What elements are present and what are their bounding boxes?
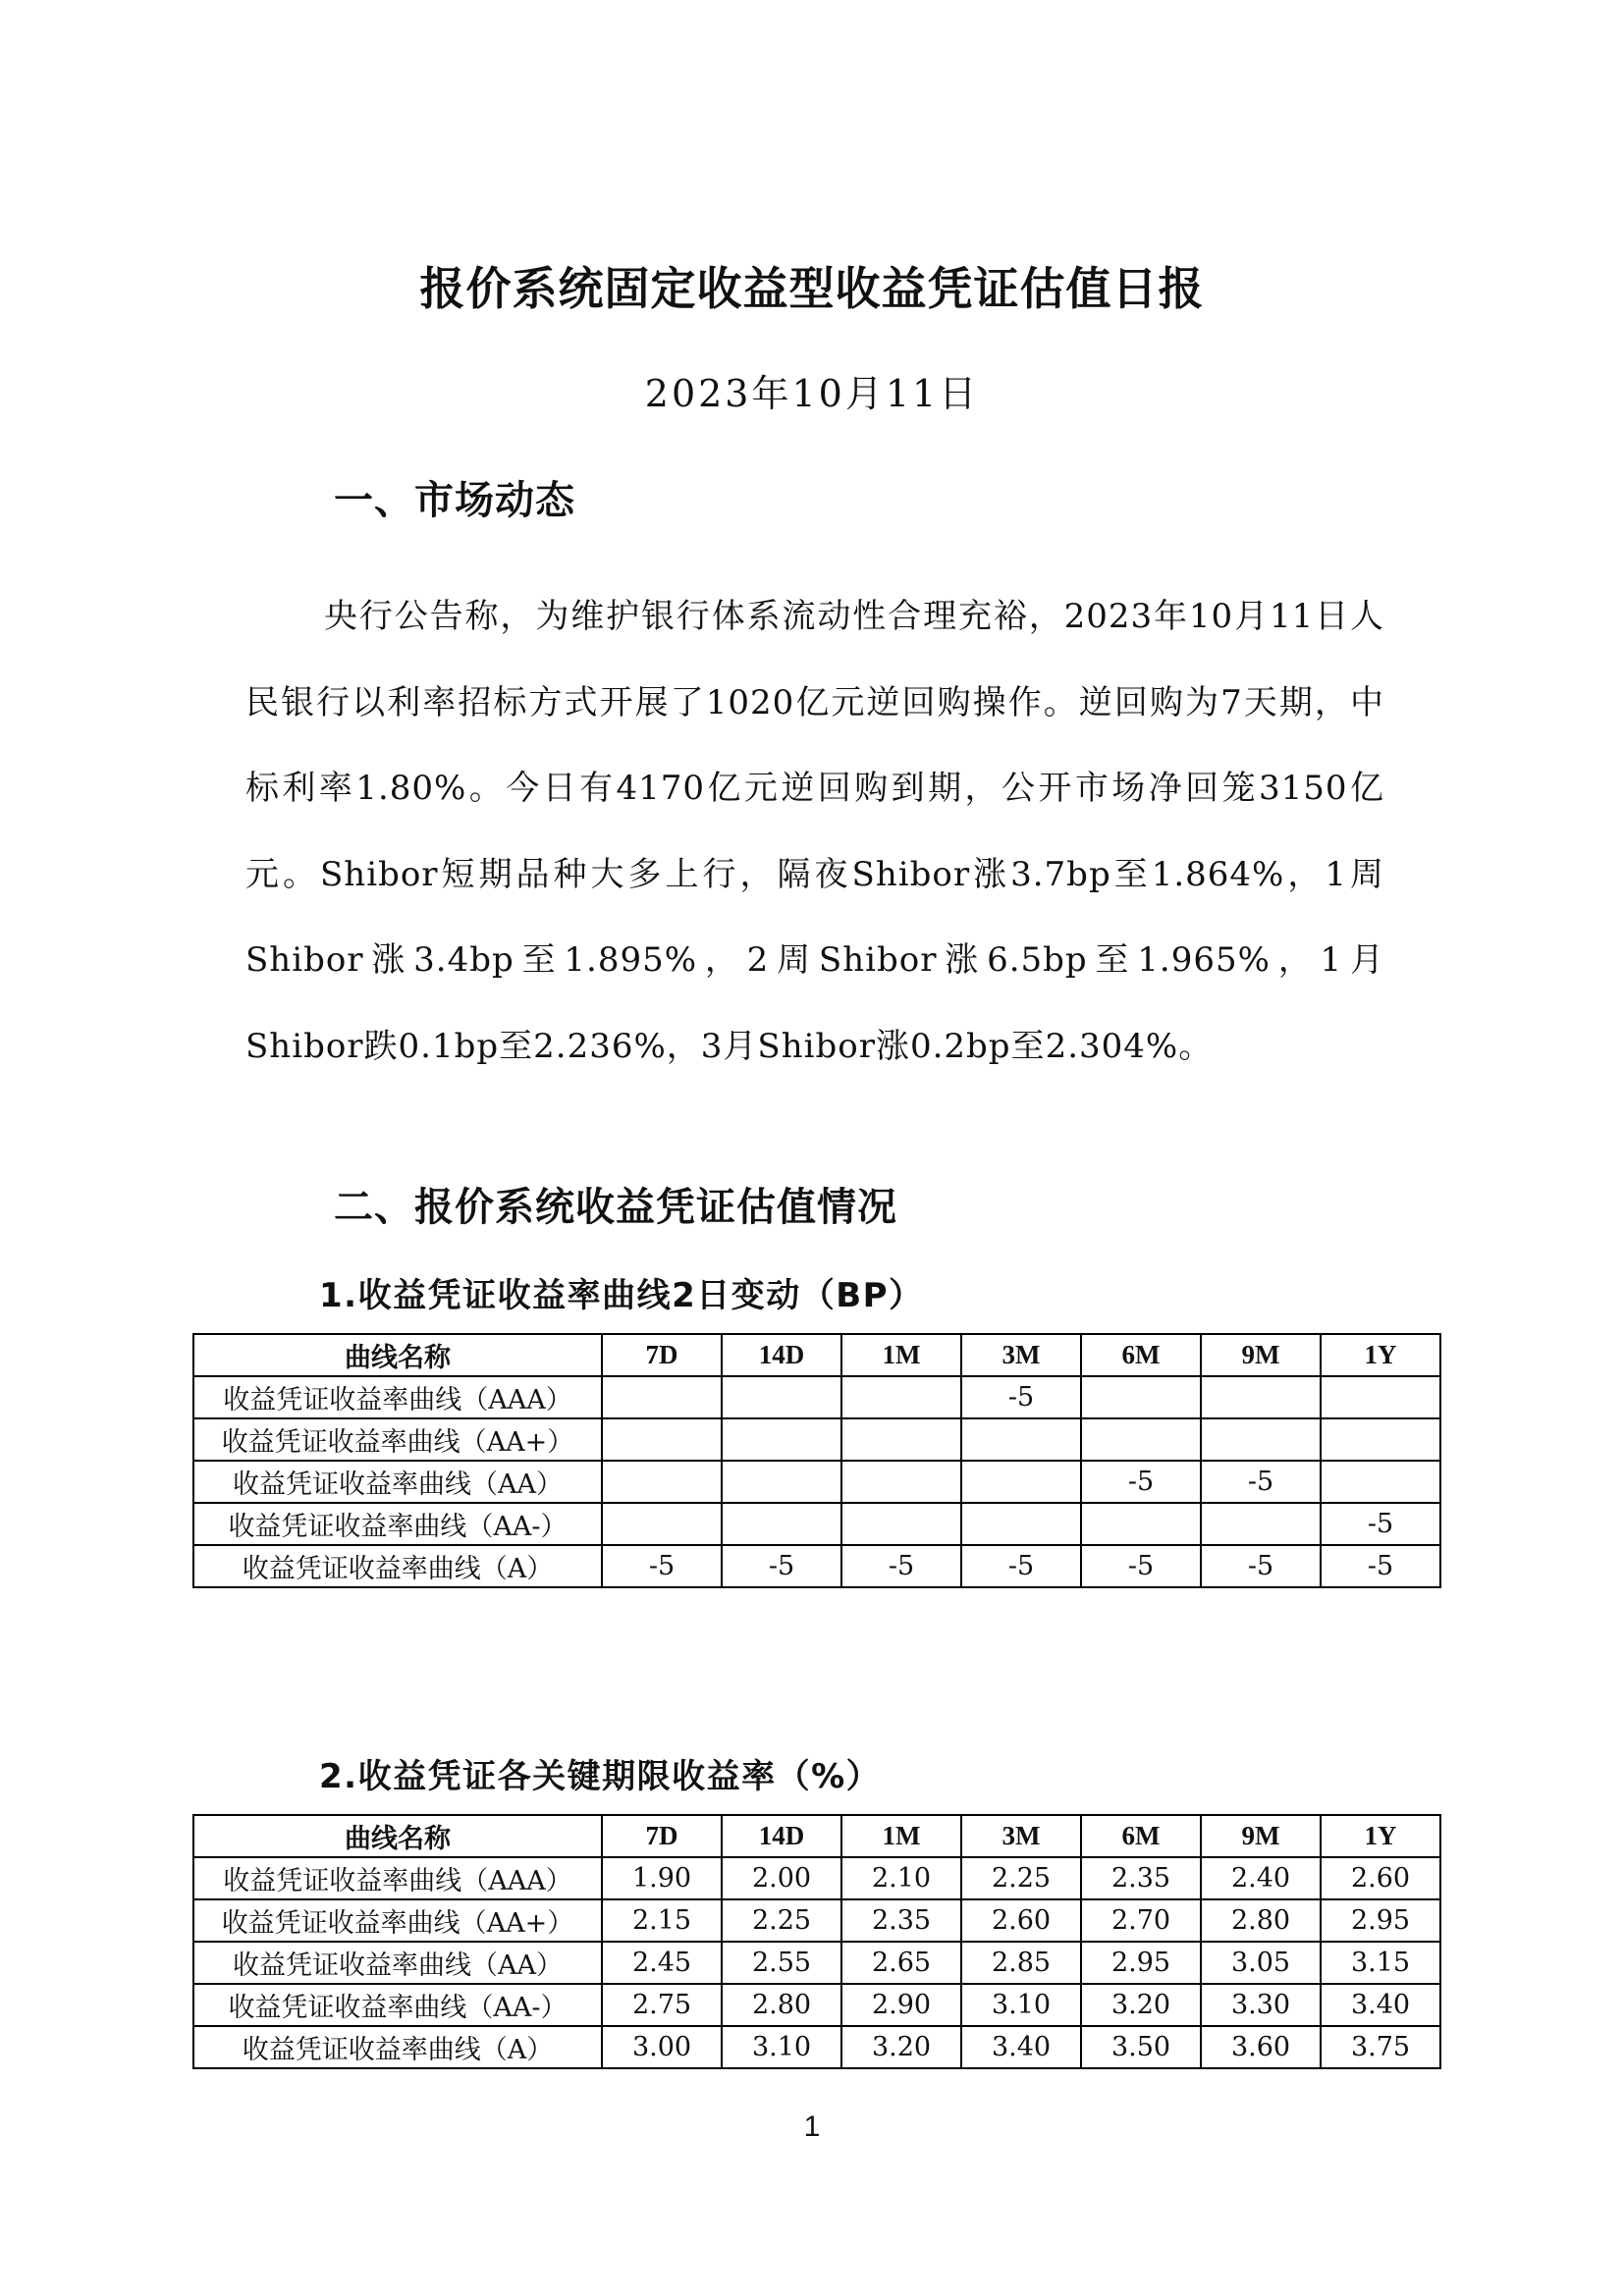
curve-name-cell: 收益凭证收益率曲线（A）	[193, 1545, 602, 1587]
value-cell	[722, 1503, 841, 1545]
value-cell: -5	[1321, 1503, 1440, 1545]
value-cell	[602, 1376, 722, 1418]
column-header-3m: 3M	[961, 1334, 1081, 1376]
value-cell	[1081, 1376, 1201, 1418]
value-cell	[602, 1461, 722, 1503]
yield-table	[192, 1814, 1441, 2069]
curve-name-cell: 收益凭证收益率曲线（A）	[193, 2026, 602, 2068]
value-cell	[602, 1503, 722, 1545]
value-cell: -5	[602, 1545, 722, 1587]
curve-name-cell: 收益凭证收益率曲线（AAA）	[193, 1376, 602, 1418]
column-header-14d: 14D	[722, 1815, 841, 1857]
value-cell: 3.10	[961, 1984, 1081, 2026]
table-header-row	[193, 1334, 1440, 1376]
market-paragraph: 央行公告称，为维护银行体系流动性合理充裕，2023年10月11日人民银行以利率招标方式开展了1020亿元逆回购操作。逆回购为7天期，中标利率1.80%。今日有4170亿元逆回购到期，公开市场净回笼3150亿元。Shibor短期品种大多上行，隔夜Shibor涨3.7bp至1.864%，1周Shibor涨3.4bp至1.895%，2周Shibor涨6.5bp至1.965%，1月Shibor跌0.1bp至2.236%，3月Shibor涨0.2bp至2.304%。	[245, 597, 1384, 1066]
value-cell: 2.35	[841, 1899, 961, 1942]
value-cell: 2.35	[1081, 1857, 1201, 1899]
column-header-curve-name: 曲线名称	[193, 1815, 602, 1857]
table-row	[193, 1503, 1440, 1545]
value-cell	[1201, 1503, 1321, 1545]
value-cell	[602, 1418, 722, 1461]
value-cell: 2.15	[602, 1899, 722, 1942]
value-cell: 2.65	[841, 1942, 961, 1984]
curve-name-cell: 收益凭证收益率曲线（AA-）	[193, 1503, 602, 1545]
value-cell	[1321, 1461, 1440, 1503]
column-header-6m: 6M	[1081, 1334, 1201, 1376]
value-cell: 3.15	[1321, 1942, 1440, 1984]
column-header-1m: 1M	[841, 1815, 961, 1857]
table1-caption: 1.收益凭证收益率曲线2日变动（BP）	[319, 1276, 924, 1315]
value-cell: 3.30	[1201, 1984, 1321, 2026]
bp-change-table	[192, 1333, 1441, 1588]
value-cell: 2.00	[722, 1857, 841, 1899]
value-cell	[961, 1503, 1081, 1545]
column-header-1y: 1Y	[1321, 1815, 1440, 1857]
table-row	[193, 1461, 1440, 1503]
value-cell: 2.60	[1321, 1857, 1440, 1899]
value-cell	[841, 1503, 961, 1545]
table-row	[193, 1899, 1440, 1942]
column-header-6m: 6M	[1081, 1815, 1201, 1857]
value-cell: 3.60	[1201, 2026, 1321, 2068]
column-header-curve-name: 曲线名称	[193, 1334, 602, 1376]
report-title: 报价系统固定收益型收益凭证估值日报	[419, 262, 1205, 315]
value-cell: -5	[1081, 1545, 1201, 1587]
value-cell	[1321, 1418, 1440, 1461]
value-cell: 3.75	[1321, 2026, 1440, 2068]
curve-name-cell: 收益凭证收益率曲线（AAA）	[193, 1857, 602, 1899]
value-cell: 3.20	[841, 2026, 961, 2068]
column-header-3m: 3M	[961, 1815, 1081, 1857]
value-cell: -5	[1201, 1545, 1321, 1587]
table2-caption: 2.收益凭证各关键期限收益率（%）	[319, 1757, 882, 1796]
value-cell	[1081, 1503, 1201, 1545]
value-cell	[1201, 1376, 1321, 1418]
page-number: 1	[803, 2110, 821, 2143]
value-cell	[1201, 1418, 1321, 1461]
value-cell: -5	[1201, 1461, 1321, 1503]
value-cell: 2.80	[1201, 1899, 1321, 1942]
value-cell: 3.10	[722, 2026, 841, 2068]
value-cell	[841, 1376, 961, 1418]
value-cell: 2.40	[1201, 1857, 1321, 1899]
value-cell: 2.10	[841, 1857, 961, 1899]
value-cell: 2.45	[602, 1942, 722, 1984]
column-header-7d: 7D	[602, 1334, 722, 1376]
value-cell: -5	[1081, 1461, 1201, 1503]
curve-name-cell: 收益凭证收益率曲线（AA）	[193, 1461, 602, 1503]
value-cell	[722, 1376, 841, 1418]
value-cell	[1321, 1376, 1440, 1418]
value-cell	[722, 1418, 841, 1461]
value-cell: -5	[841, 1545, 961, 1587]
value-cell: 2.75	[602, 1984, 722, 2026]
value-cell: 3.40	[1321, 1984, 1440, 2026]
value-cell: 2.85	[961, 1942, 1081, 1984]
column-header-9m: 9M	[1201, 1334, 1321, 1376]
value-cell: -5	[1321, 1545, 1440, 1587]
section-heading-valuation: 二、报价系统收益凭证估值情况	[334, 1185, 897, 1230]
curve-name-cell: 收益凭证收益率曲线（AA+）	[193, 1418, 602, 1461]
curve-name-cell: 收益凭证收益率曲线（AA+）	[193, 1899, 602, 1942]
value-cell: -5	[961, 1376, 1081, 1418]
value-cell	[961, 1418, 1081, 1461]
column-header-14d: 14D	[722, 1334, 841, 1376]
value-cell: 3.20	[1081, 1984, 1201, 2026]
value-cell: 3.40	[961, 2026, 1081, 2068]
column-header-1y: 1Y	[1321, 1334, 1440, 1376]
value-cell: 2.95	[1321, 1899, 1440, 1942]
value-cell: 2.60	[961, 1899, 1081, 1942]
table-row	[193, 1942, 1440, 1984]
value-cell: 2.95	[1081, 1942, 1201, 1984]
column-header-1m: 1M	[841, 1334, 961, 1376]
value-cell: 3.50	[1081, 2026, 1201, 2068]
value-cell: 2.70	[1081, 1899, 1201, 1942]
value-cell: 2.25	[961, 1857, 1081, 1899]
value-cell	[1081, 1418, 1201, 1461]
table-row	[193, 1545, 1440, 1587]
value-cell: 3.00	[602, 2026, 722, 2068]
table-header-row	[193, 1815, 1440, 1857]
table-row	[193, 1857, 1440, 1899]
curve-name-cell: 收益凭证收益率曲线（AA-）	[193, 1984, 602, 2026]
table-row	[193, 1984, 1440, 2026]
value-cell	[722, 1461, 841, 1503]
column-header-7d: 7D	[602, 1815, 722, 1857]
value-cell	[961, 1461, 1081, 1503]
value-cell: 2.90	[841, 1984, 961, 2026]
column-header-9m: 9M	[1201, 1815, 1321, 1857]
value-cell: 2.55	[722, 1942, 841, 1984]
value-cell: 3.05	[1201, 1942, 1321, 1984]
value-cell: -5	[722, 1545, 841, 1587]
report-date: 2023年10月11日	[644, 372, 980, 415]
section-heading-market: 一、市场动态	[334, 478, 575, 523]
table-row	[193, 1418, 1440, 1461]
value-cell	[841, 1418, 961, 1461]
value-cell: 1.90	[602, 1857, 722, 1899]
table-row	[193, 2026, 1440, 2068]
value-cell: -5	[961, 1545, 1081, 1587]
value-cell	[841, 1461, 961, 1503]
value-cell: 2.25	[722, 1899, 841, 1942]
table-row	[193, 1376, 1440, 1418]
curve-name-cell: 收益凭证收益率曲线（AA）	[193, 1942, 602, 1984]
value-cell: 2.80	[722, 1984, 841, 2026]
